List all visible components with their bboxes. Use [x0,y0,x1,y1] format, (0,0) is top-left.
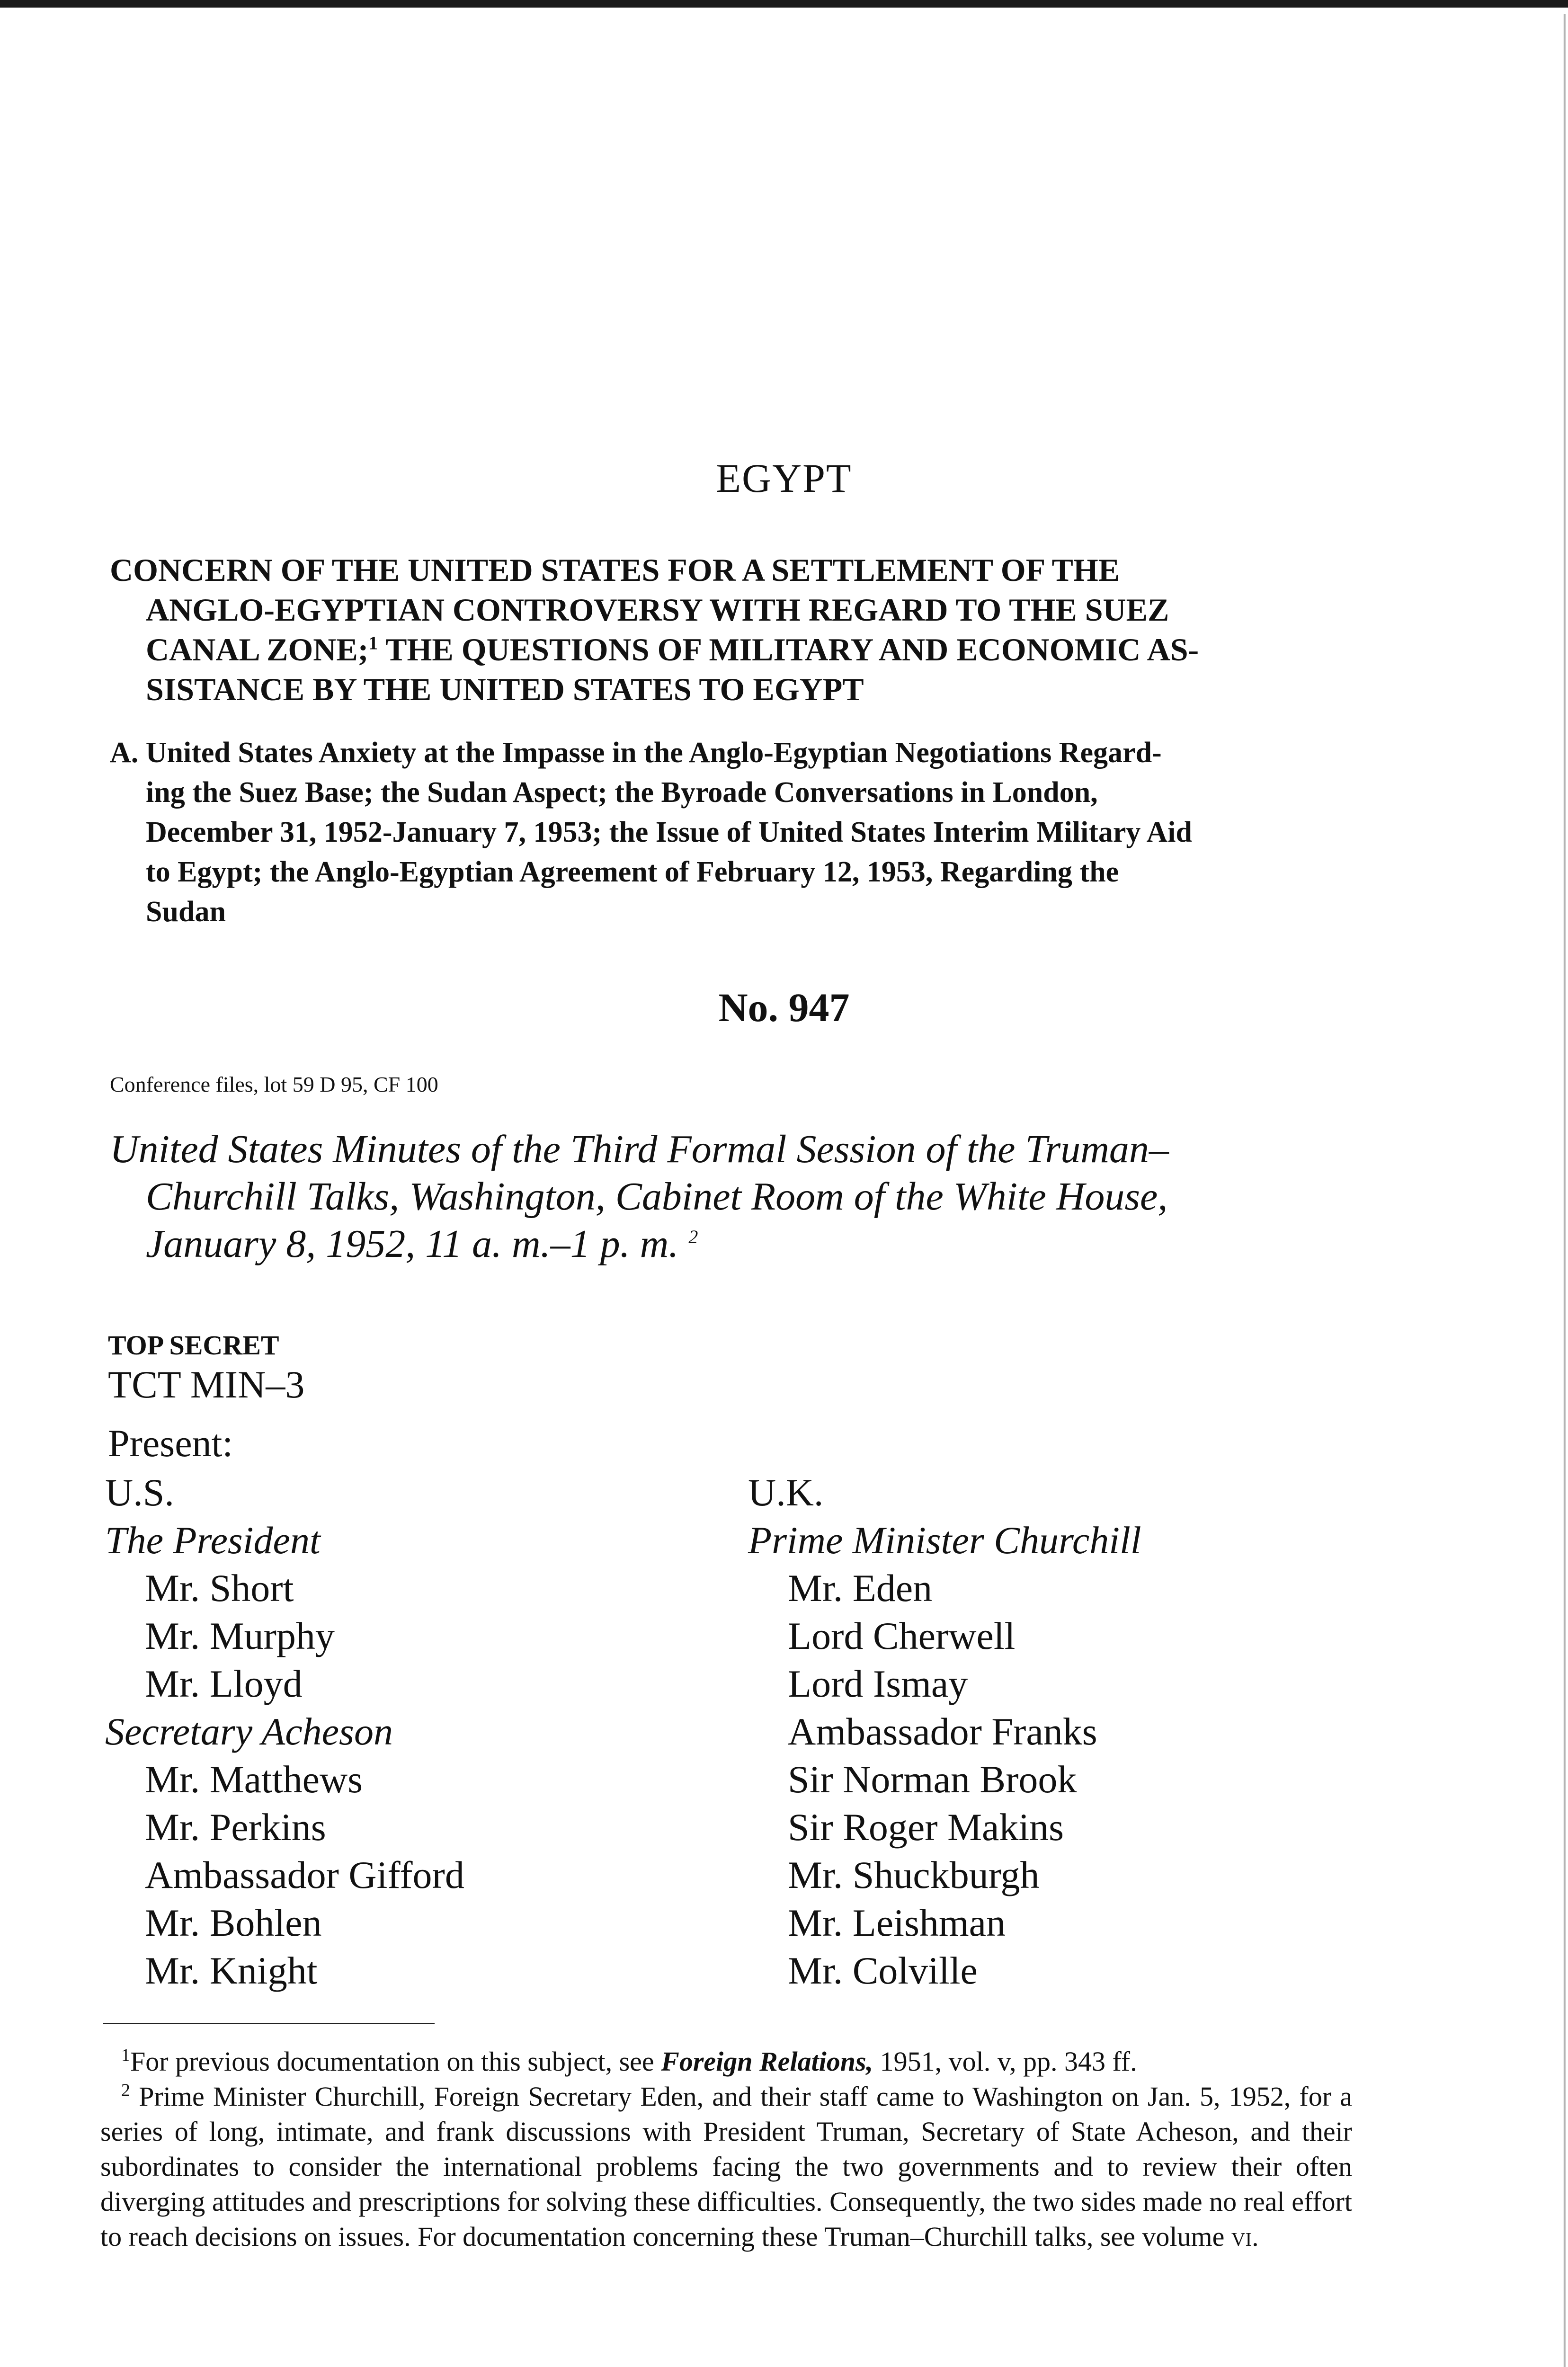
uk-lead-attendee: Prime Minister Churchill [748,1519,1141,1562]
footnote-marker: 1 [121,2045,130,2065]
footnotes [100,2044,1352,2254]
top-border-rule [0,0,1568,8]
us-attendee: Mr. Murphy [145,1614,335,1657]
document-title [110,1126,1364,1268]
page-edge-shadow [1563,14,1566,2367]
chapter-heading-fragment: THE QUESTIONS OF MILITARY AND ECONOMIC AS- [385,632,1199,667]
section-heading-line: A. United States Anxiety at the Impasse in the Anglo-Egyptian Negotiations Regard- [110,737,1162,769]
document-number: No. 947 [718,985,850,1030]
uk-attendee: Sir Roger Makins [788,1806,1064,1849]
document-title-line [110,1220,1364,1268]
us-attendees-column [105,1468,464,1994]
footnote-ref-2: 2 [688,1226,698,1247]
uk-heading: U.K. [748,1471,824,1514]
chapter-heading-line: SISTANCE BY THE UNITED STATES TO EGYPT [146,671,864,707]
uk-attendee: Mr. Leishman [788,1901,1006,1944]
uk-attendee: Sir Norman Brook [788,1758,1077,1801]
us-attendee: Mr. Short [145,1566,294,1610]
chapter-heading-line [110,630,1358,669]
document-title-line: United States Minutes of the Third Formal Session of the Truman– [110,1127,1169,1171]
uk-attendee: Mr. Shuckburgh [788,1853,1040,1896]
us-attendee: Ambassador Gifford [145,1853,464,1896]
section-heading-line: ing the Suez Base; the Sudan Aspect; the Byroade Conversations in London, [146,776,1098,809]
us-lead-attendee: Secretary Acheson [105,1710,393,1753]
chapter-heading [110,550,1358,709]
footnote-citation: Foreign Relations, [661,2046,873,2077]
uk-attendee: Lord Cherwell [788,1614,1016,1657]
section-heading-line: Sudan [146,896,226,928]
us-attendee: Mr. Matthews [145,1758,363,1801]
us-attendee: Mr. Bohlen [145,1901,322,1944]
source-note: Conference files, lot 59 D 95, CF 100 [110,1072,438,1096]
footnote-text: For previous documentation on this subject, see [130,2046,654,2077]
footnote-separator [103,2023,435,2024]
uk-attendee: Mr. Eden [788,1566,933,1610]
chapter-heading-fragment: CANAL ZONE; [146,632,369,667]
us-lead-attendee: The President [105,1519,321,1562]
footnote-text: 1951, vol. v, pp. 343 ff. [880,2046,1137,2077]
uk-attendees-column [748,1468,1141,1994]
footnote-1 [100,2044,1352,2079]
footnote-text: Prime Minister Churchill, Foreign Secretary Eden, and their staff came to Washington on Jan. 5, 1952, for a series of long, intimate, and frank discussions with President Truman, Secretary of State Acheson, and their subordinates to consider the international problems facing the two governments and to review their often diverging attitudes and prescriptions for solving these difficulties. Consequently, the two sides made no real effort to reach decisions on issues. For documentation concerning these Truman–Churchill talks, see volume [100,2081,1353,2252]
section-heading [110,733,1358,932]
document-title-line: Churchill Talks, Washington, Cabinet Room of the White House, [146,1175,1168,1219]
us-attendee: Mr. Perkins [145,1806,326,1849]
footnote-volume-ref: vi. [1231,2221,1259,2252]
document-code: TCT MIN–3 [108,1363,305,1406]
classification-label: TOP SECRET [108,1330,279,1361]
footnote-ref-1: 1 [368,632,378,654]
us-heading: U.S. [105,1471,174,1514]
section-heading-line: to Egypt; the Anglo-Egyptian Agreement of February 12, 1953, Regarding the [146,856,1119,888]
us-attendee: Mr. Lloyd [145,1662,303,1705]
uk-attendee: Lord Ismay [788,1662,968,1705]
chapter-heading-line: ANGLO-EGYPTIAN CONTROVERSY WITH REGARD TO THE SUEZ [146,592,1169,628]
document-title-fragment: January 8, 1952, 11 a. m.–1 p. m. [146,1222,679,1266]
section-heading-line: December 31, 1952-January 7, 1953; the Issue of United States Interim Military Aid [146,816,1192,848]
footnote-2 [100,2079,1352,2254]
chapter-heading-line: CONCERN OF THE UNITED STATES FOR A SETTLEMENT OF THE [110,552,1120,588]
country-heading: EGYPT [716,455,852,501]
uk-attendee: Mr. Colville [788,1949,978,1992]
present-label: Present: [108,1422,233,1465]
us-attendee: Mr. Knight [145,1949,318,1992]
uk-attendee: Ambassador Franks [788,1710,1097,1753]
footnote-marker: 2 [121,2080,130,2100]
